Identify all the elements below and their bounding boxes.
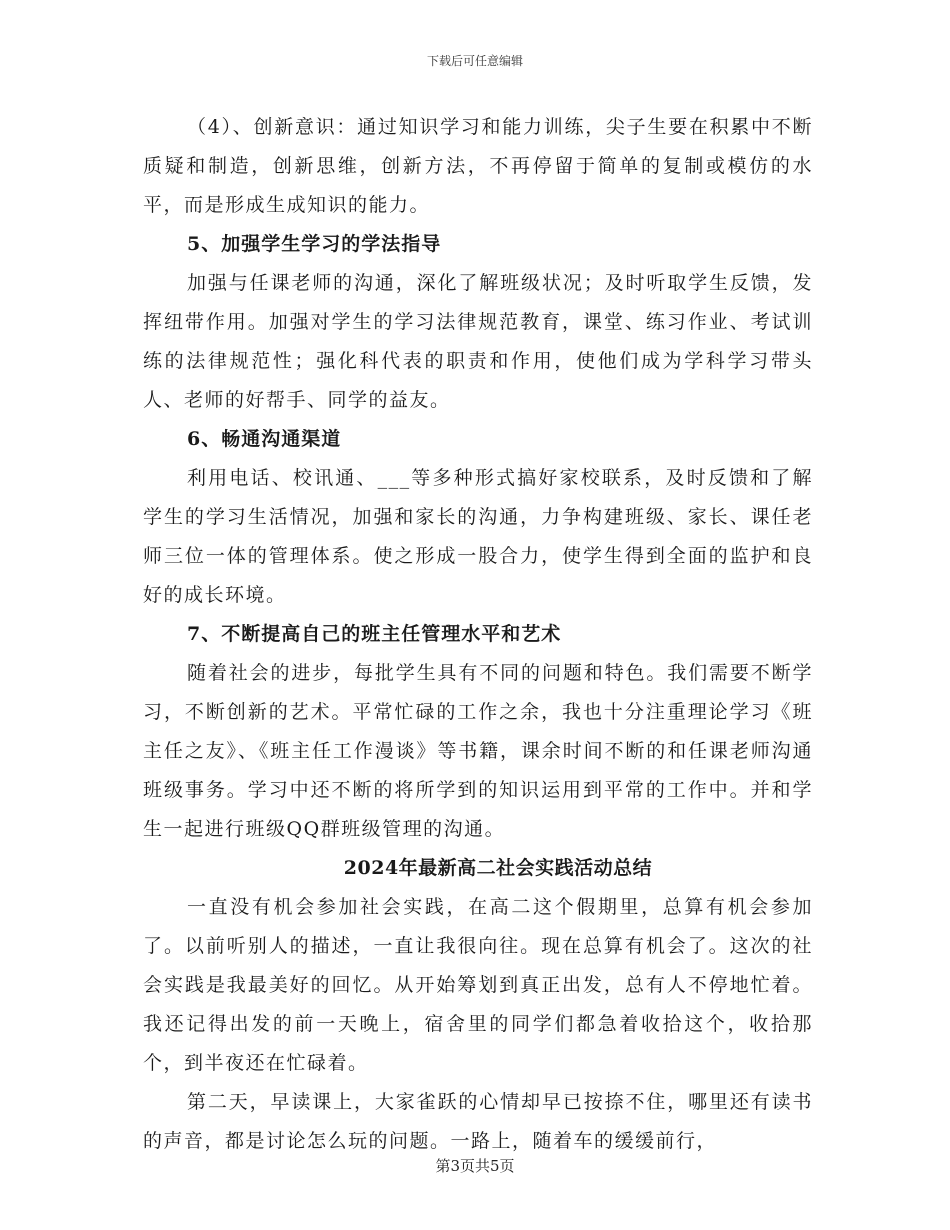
paragraph-practice-intro: 一直没有机会参加社会实践，在高二这个假期里，总算有机会参加了。以前听别人的描述，一直让我很向往。现在总算有机会了。这次的社会实践是我最美好的回忆。从开始筹划到真正出发，总有人不停地忙着。我还记得出发的前一天晚上，宿舍里的同学们都急着收拾这个，收拾那个，到半夜还在忙碌着。	[143, 896, 813, 1074]
page-number: 第3页共5页	[435, 1157, 515, 1175]
section-heading-5: 5、加强学生学习的学法指导	[187, 233, 442, 255]
document-title: 2024年最新高二社会实践活动总结	[343, 857, 653, 879]
document-body	[143, 108, 813, 1161]
paragraph-communication: 利用电话、校讯通、___等多种形式搞好家校联系，及时反馈和了解学生的学习生活情况，加强和家长的沟通，力争构建班级、家长、课任老师三位一体的管理体系。使之形成一股合力，使学生得到全面的监护和良好的成长环境。	[143, 467, 813, 606]
section-heading-7: 7、不断提高自己的班主任管理水平和艺术	[187, 623, 562, 645]
paragraph-second-day: 第二天，早读课上，大家雀跃的心情却早已按捺不住，哪里还有读书的声音，都是讨论怎么玩的问题。一路上，随着车的缓缓前行，	[143, 1091, 813, 1152]
paragraph-study-guidance: 加强与任课老师的沟通，深化了解班级状况；及时听取学生反馈，发挥纽带作用。加强对学生的学习法律规范教育，课堂、练习作业、考试训练的法律规范性；强化科代表的职责和作用，使他们成为学科学习带头人、老师的好帮手、同学的益友。	[143, 272, 813, 411]
paragraph-management-art: 随着社会的进步，每批学生具有不同的问题和特色。我们需要不断学习，不断创新的艺术。平常忙碌的工作之余，我也十分注重理论学习《班主任之友》、《班主任工作漫谈》等书籍，课余时间不断的和任课老师沟通班级事务。学习中还不断的将所学到的知识运用到平常的工作中。并和学生一起进行班级QQ群班级管理的沟通。	[143, 662, 813, 840]
section-heading-6: 6、畅通沟通渠道	[187, 428, 342, 450]
paragraph-innovation: （4）、创新意识：通过知识学习和能力训练，尖子生要在积累中不断质疑和制造，创新思维，创新方法，不再停留于简单的复制或模仿的水平，而是形成生成知识的能力。	[143, 116, 813, 216]
page-header-note: 下载后可任意编辑	[426, 54, 523, 68]
